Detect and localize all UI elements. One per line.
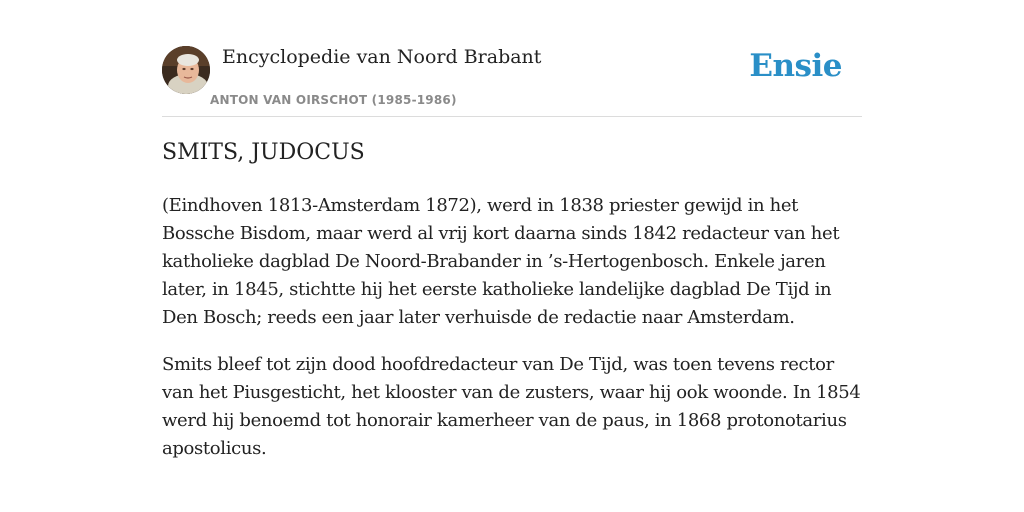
ensie-logo[interactable]: Ensie bbox=[749, 48, 842, 84]
author-byline[interactable]: ANTON VAN OIRSCHOT (1985-1986) bbox=[210, 93, 457, 107]
author-avatar[interactable] bbox=[162, 46, 210, 94]
entry-paragraph: (Eindhoven 1813-Amsterdam 1872), werd in 1838 priester gewijd in het Bossche Bisdom, maar werd al vrij kort daarna sinds 1842 redacteur van het katholieke dagblad De Noord-Brabander in ’s-Hertogenbosch. Enkele jaren later, in 1845, stichtte hij het eerste katholieke landelijke dagblad De Tijd in Den Bosch; reeds een jaar later verhuisde de redactie naar Amsterdam. bbox=[162, 195, 840, 328]
entry-body bbox=[162, 192, 862, 482]
entry-title: SMITS, JUDOCUS bbox=[162, 140, 365, 165]
entry-paragraph: Smits bleef tot zijn dood hoofdredacteur van De Tijd, was toen tevens rector van het Piusgesticht, het klooster van de zusters, waar hij ook woonde. In 1854 werd hij benoemd tot honorair kamerheer van de paus, in 1868 protonotarius apostolicus. bbox=[162, 354, 861, 459]
header bbox=[162, 46, 862, 117]
portrait-icon bbox=[162, 46, 210, 94]
encyclopedia-title-link[interactable]: Encyclopedie van Noord Brabant bbox=[222, 46, 542, 68]
